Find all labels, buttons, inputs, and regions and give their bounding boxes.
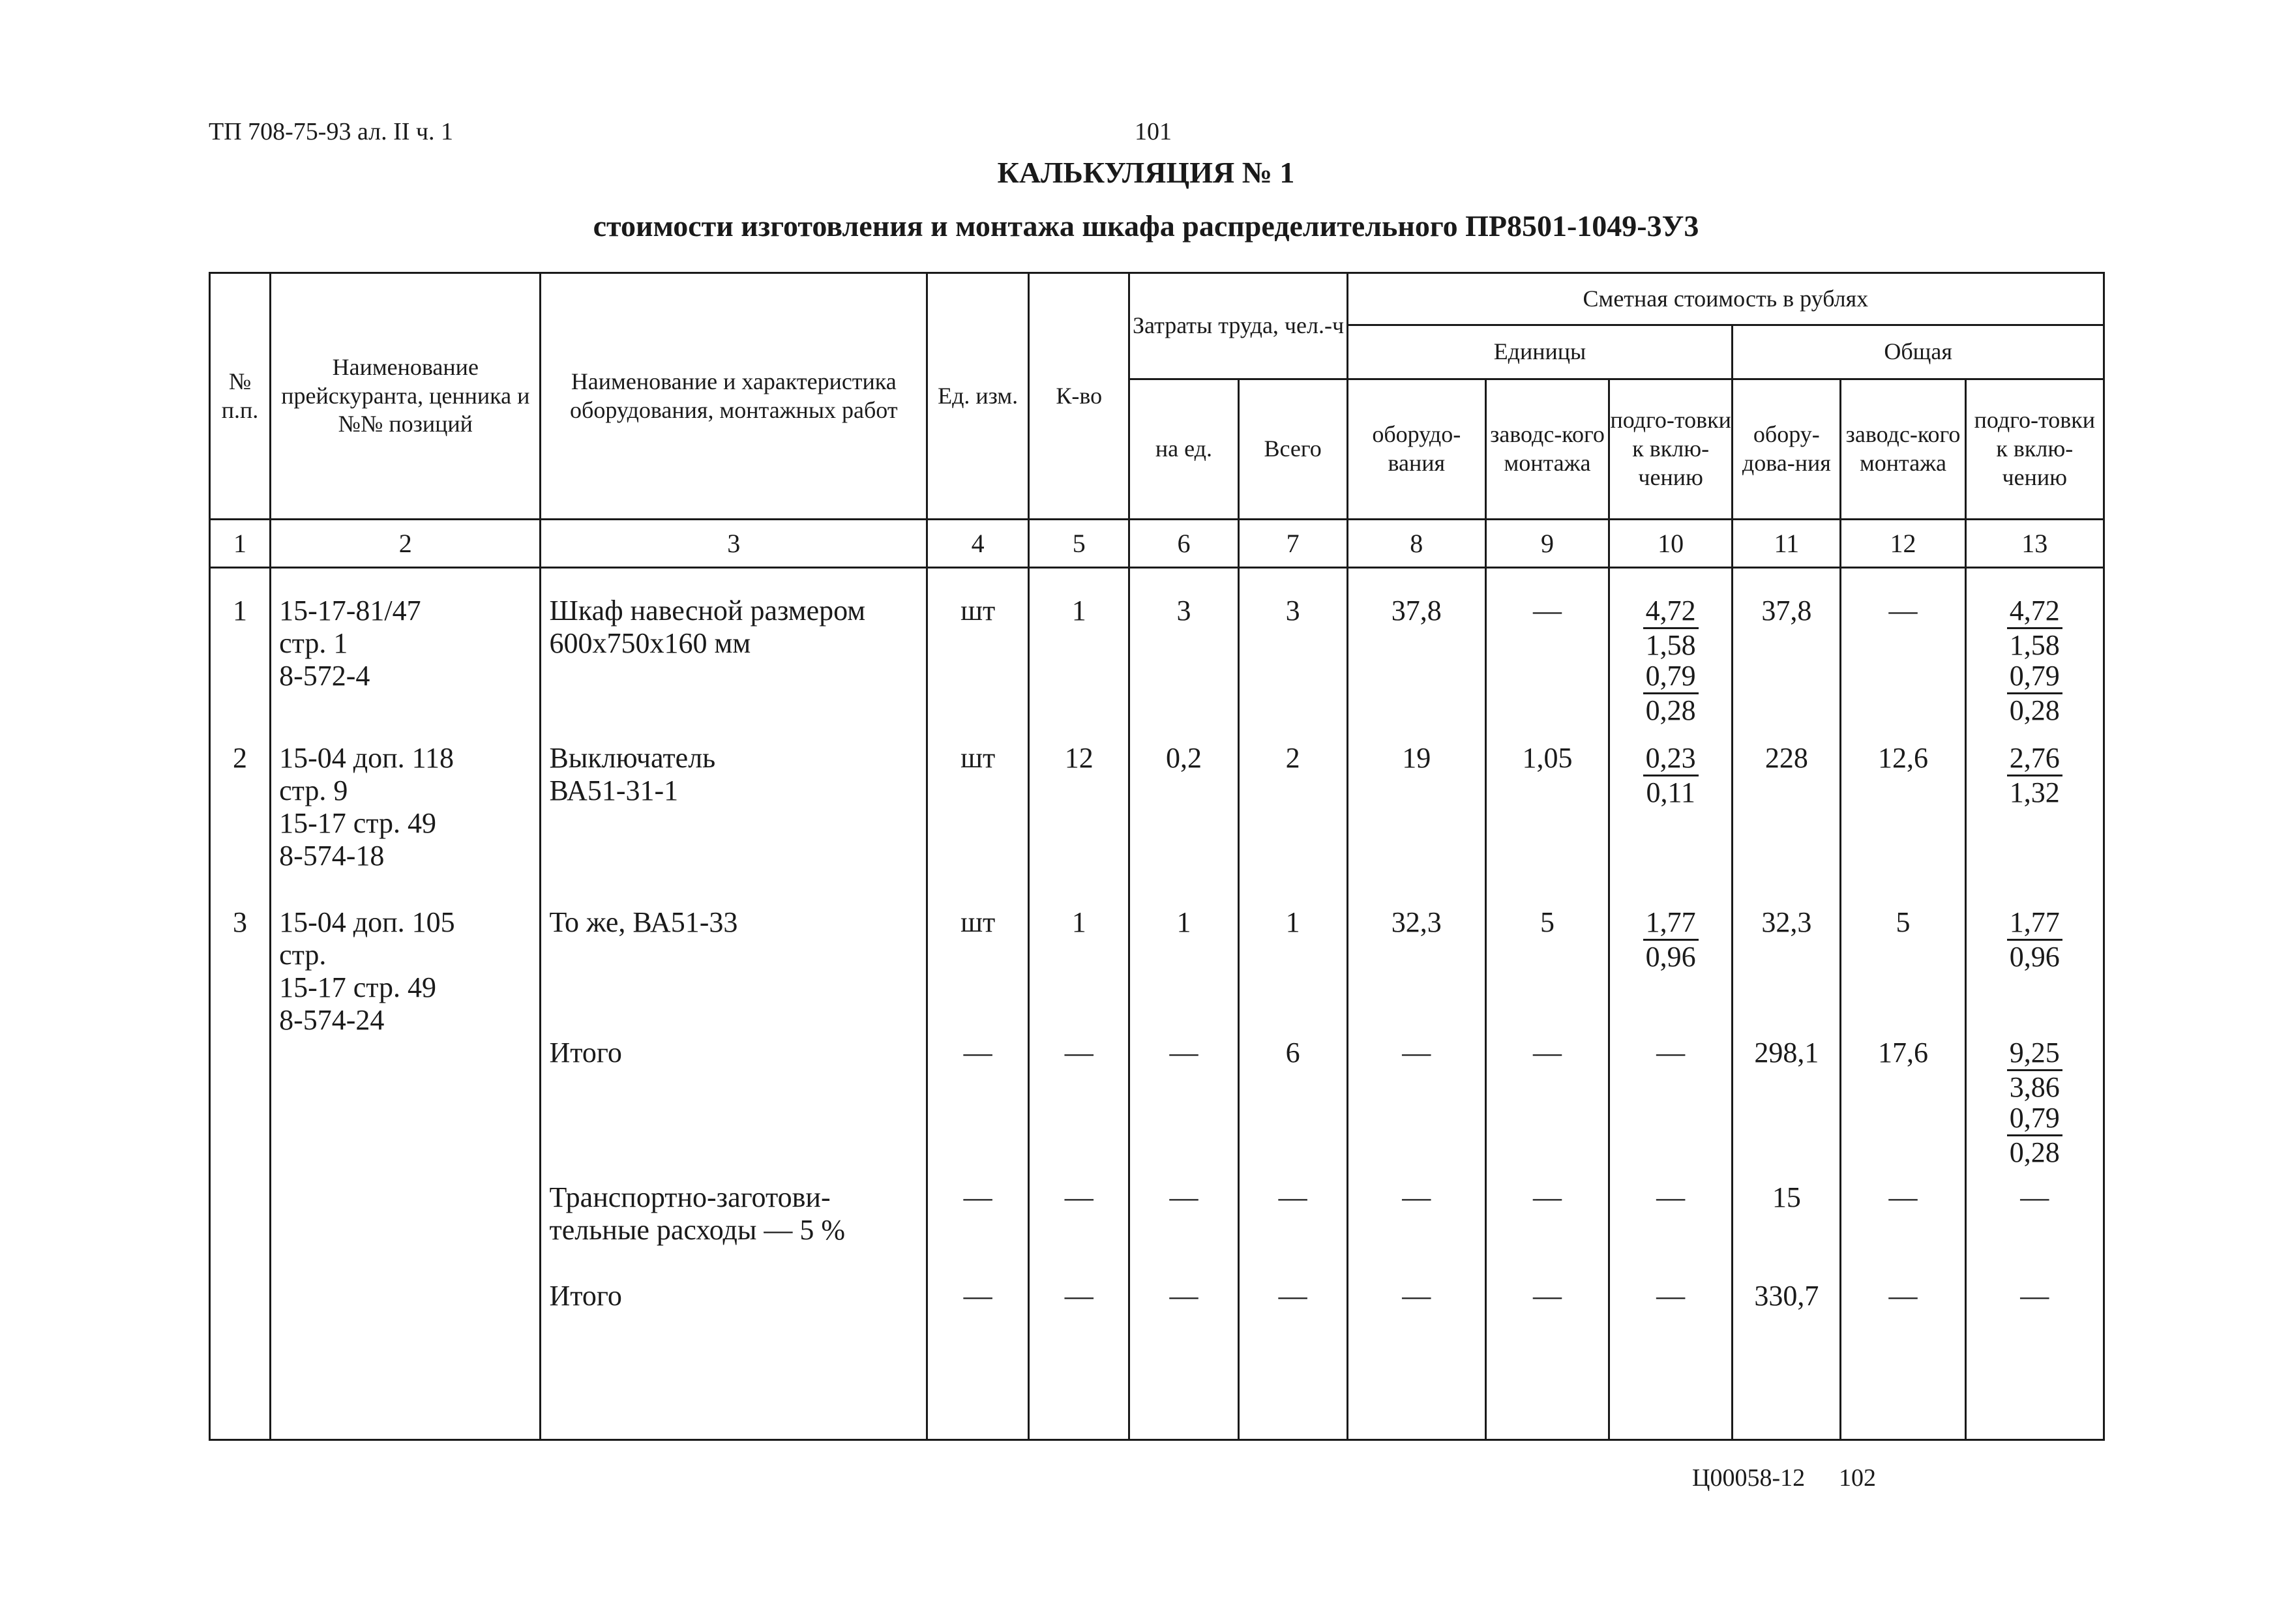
pricelist-line: 8-572-4 [279, 660, 370, 692]
equip-unit-cell: 37,8 [1391, 595, 1442, 627]
header-labor-unit: на ед. [1129, 379, 1238, 520]
pricelist-line: 15-04 доп. 118 [279, 742, 454, 774]
prep-unit-cell: — [1656, 1280, 1686, 1312]
unit-cell: шт [960, 906, 996, 938]
row-number: 2 [233, 742, 248, 774]
prep-unit-fraction [1610, 742, 1731, 809]
factory-unit-cell: 1,05 [1522, 742, 1573, 774]
header-labor-total: Всего [1238, 379, 1347, 520]
factory-unit-cell: — [1532, 1181, 1562, 1213]
item-name-line: Выключатель [549, 742, 716, 774]
labor-unit-cell: 3 [1176, 595, 1191, 627]
header-unit: Ед. изм. [927, 273, 1029, 520]
pricelist-line: 15-17-81/47 [279, 595, 421, 627]
footer-code: Ц00058-12 [1692, 1464, 1806, 1492]
labor-unit-cell: 0,2 [1165, 742, 1202, 774]
prep-total-fraction [1967, 1037, 2103, 1104]
labor-total-cell: 6 [1285, 1037, 1300, 1069]
body-col-prep-total [1965, 568, 2104, 1440]
equip-total-cell: 330,7 [1754, 1280, 1819, 1312]
body-col-equip-unit [1347, 568, 1485, 1440]
fraction-denominator: 1,58 [2009, 629, 2060, 661]
fraction-numerator: 0,79 [2007, 1102, 2062, 1136]
pricelist-line: стр. 1 [279, 627, 348, 659]
prep-unit-cell: — [1656, 1037, 1686, 1069]
item-name-line: Транспортно-заготови- [549, 1181, 831, 1213]
header-factory-total: заводс-кого монтажа [1841, 379, 1965, 520]
header-qty: К-во [1029, 273, 1129, 520]
equip-unit-cell: — [1402, 1181, 1431, 1213]
item-name-line: Итого [549, 1280, 622, 1312]
qty-cell: 1 [1071, 595, 1086, 627]
equip-total-cell: 37,8 [1761, 595, 1812, 627]
qty-cell: 12 [1064, 742, 1094, 774]
pricelist-line: 15-17 стр. 49 [279, 807, 437, 839]
fraction-numerator: 9,25 [2007, 1037, 2062, 1071]
labor-total-cell: — [1278, 1181, 1307, 1213]
prep-total-fraction [1967, 660, 2103, 727]
header-prep-unit: подго-товки к вклю-чению [1609, 379, 1733, 520]
header-equip-unit: оборудо-вания [1347, 379, 1485, 520]
labor-total-cell: 1 [1285, 906, 1300, 938]
pricelist-line: 15-04 доп. 105 [279, 906, 455, 938]
fraction-denominator: 0,96 [2009, 941, 2060, 973]
fraction-denominator: 0,28 [1645, 694, 1696, 726]
equip-total-cell: 15 [1772, 1181, 1801, 1213]
fraction-denominator: 1,58 [1645, 629, 1696, 661]
body-col-num [210, 568, 271, 1440]
fraction-numerator: 1,77 [1643, 906, 1699, 941]
row-number: 1 [233, 595, 248, 627]
page-title: КАЛЬКУЛЯЦИЯ № 1 [997, 156, 1295, 189]
factory-total-cell: 12,6 [1878, 742, 1929, 774]
factory-total-cell: — [1888, 595, 1918, 627]
body-col-factory-unit [1485, 568, 1609, 1440]
prep-total-fraction [1967, 595, 2103, 662]
item-name-line: 600х750х160 мм [549, 627, 751, 659]
fraction-numerator: 0,23 [1643, 742, 1699, 776]
pricelist-line: 8-574-24 [279, 1004, 385, 1036]
fraction-denominator: 1,32 [2009, 776, 2060, 808]
fraction-numerator: 1,77 [2007, 906, 2062, 941]
page-number: 101 [1135, 118, 1172, 145]
footer-page-number: 102 [1839, 1464, 1876, 1492]
qty-cell: — [1064, 1280, 1094, 1312]
factory-total-cell: 17,6 [1878, 1037, 1929, 1069]
page-subtitle: стоимости изготовления и монтажа шкафа распределительного ПР8501-1049-3У3 [593, 209, 1699, 243]
pricelist-line: стр. [279, 939, 327, 971]
factory-unit-cell: — [1532, 1037, 1562, 1069]
factory-unit-cell: — [1532, 595, 1562, 627]
fraction-numerator: 2,76 [2007, 742, 2062, 776]
factory-total-cell: 5 [1896, 906, 1911, 938]
header-cost-unit: Единицы [1347, 325, 1733, 379]
body-col-labor-total [1238, 568, 1347, 1440]
column-number: 3 [541, 520, 927, 568]
body-col-labor-unit [1129, 568, 1238, 1440]
prep-unit-fraction [1610, 906, 1731, 973]
column-number: 12 [1841, 520, 1965, 568]
column-number: 8 [1347, 520, 1485, 568]
equip-unit-cell: 19 [1402, 742, 1431, 774]
prep-total-fraction [1967, 742, 2103, 809]
header-labor: Затраты труда, чел.-ч [1129, 273, 1347, 379]
column-number: 6 [1129, 520, 1238, 568]
fraction-numerator: 0,79 [1643, 660, 1699, 694]
unit-cell: — [963, 1280, 992, 1312]
prep-total-cell: — [2020, 1181, 2049, 1213]
item-name-line: ВА51-31-1 [549, 775, 679, 806]
fraction-numerator: 0,79 [2007, 660, 2062, 694]
column-number: 4 [927, 520, 1029, 568]
fraction-numerator: 4,72 [2007, 595, 2062, 629]
prep-unit-cell: — [1656, 1181, 1686, 1213]
pricelist-line: стр. 9 [279, 775, 348, 806]
body-col-pricelist [271, 568, 541, 1440]
row-number: 3 [233, 906, 248, 938]
unit-cell: — [963, 1181, 992, 1213]
equip-total-cell: 298,1 [1754, 1037, 1819, 1069]
header-cost: Сметная стоимость в рублях [1347, 273, 2104, 325]
body-col-qty [1029, 568, 1129, 1440]
body-col-factory-total [1841, 568, 1965, 1440]
qty-cell: 1 [1071, 906, 1086, 938]
fraction-denominator: 0,28 [2009, 694, 2060, 726]
column-number: 10 [1609, 520, 1733, 568]
column-number: 9 [1485, 520, 1609, 568]
pricelist-line: 15-17 стр. 49 [279, 971, 437, 1003]
factory-unit-cell: 5 [1540, 906, 1555, 938]
qty-cell: — [1064, 1181, 1094, 1213]
factory-total-cell: — [1888, 1181, 1918, 1213]
column-number-row [210, 520, 2104, 568]
column-number: 2 [271, 520, 541, 568]
unit-cell: шт [960, 595, 996, 627]
column-number: 5 [1029, 520, 1129, 568]
unit-cell: шт [960, 742, 996, 774]
fraction-denominator: 0,28 [2009, 1136, 2060, 1168]
header-pricelist: Наименование прейскуранта, ценника и №№ позиций [271, 273, 541, 520]
equip-unit-cell: 32,3 [1391, 906, 1442, 938]
fraction-denominator: 0,96 [1645, 941, 1696, 973]
equip-total-cell: 32,3 [1761, 906, 1812, 938]
factory-unit-cell: — [1532, 1280, 1562, 1312]
prep-total-fraction [1967, 1102, 2103, 1169]
table-body-row [210, 568, 2104, 1440]
column-number: 13 [1965, 520, 2104, 568]
header-factory-unit: заводс-кого монтажа [1485, 379, 1609, 520]
body-col-unit [927, 568, 1029, 1440]
labor-unit-cell: — [1169, 1037, 1198, 1069]
labor-total-cell: — [1278, 1280, 1307, 1312]
header-equipment: Наименование и характеристика оборудования, монтажных работ [541, 273, 927, 520]
factory-total-cell: — [1888, 1280, 1918, 1312]
body-col-prep-unit [1609, 568, 1733, 1440]
column-number: 11 [1733, 520, 1841, 568]
prep-total-fraction [1967, 906, 2103, 973]
calculation-table [209, 272, 2105, 1441]
item-name-line: Шкаф навесной размером [549, 595, 866, 627]
prep-unit-fraction [1610, 660, 1731, 727]
labor-unit-cell: — [1169, 1181, 1198, 1213]
labor-unit-cell: — [1169, 1280, 1198, 1312]
fraction-numerator: 4,72 [1643, 595, 1699, 629]
labor-unit-cell: 1 [1176, 906, 1191, 938]
column-number: 7 [1238, 520, 1347, 568]
equip-unit-cell: — [1402, 1280, 1431, 1312]
pricelist-line: 8-574-18 [279, 840, 385, 872]
fraction-denominator: 3,86 [2009, 1071, 2060, 1103]
item-name-line: То же, ВА51-33 [549, 906, 738, 938]
header-equip-total: обору-дова-ния [1733, 379, 1841, 520]
header-prep-total: подго-товки к вклю-чению [1965, 379, 2104, 520]
column-number: 1 [210, 520, 271, 568]
qty-cell: — [1064, 1037, 1094, 1069]
prep-unit-fraction [1610, 595, 1731, 662]
header-cost-total: Общая [1733, 325, 2104, 379]
labor-total-cell: 3 [1285, 595, 1300, 627]
item-name-line: Итого [549, 1037, 622, 1069]
unit-cell: — [963, 1037, 992, 1069]
body-col-name [541, 568, 927, 1440]
prep-total-cell: — [2020, 1280, 2049, 1312]
fraction-denominator: 0,11 [1646, 776, 1695, 808]
equip-unit-cell: — [1402, 1037, 1431, 1069]
document-code: ТП 708-75-93 ал. II ч. 1 [209, 118, 454, 145]
header-num: № п.п. [210, 273, 271, 520]
item-name-line: тельные расходы — 5 % [549, 1214, 846, 1246]
equip-total-cell: 228 [1764, 742, 1808, 774]
body-col-equip-total [1733, 568, 1841, 1440]
labor-total-cell: 2 [1285, 742, 1300, 774]
